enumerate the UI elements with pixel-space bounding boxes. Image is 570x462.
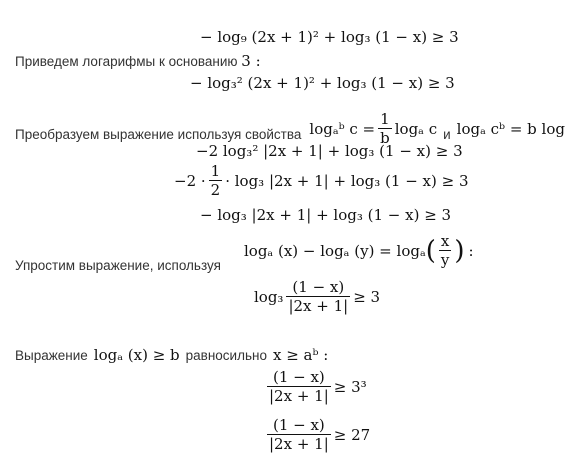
fraction-denominator: |2x + 1|	[288, 297, 349, 315]
fraction-x-over-y	[439, 232, 451, 269]
step-text-change-base-math: 3 :	[241, 52, 261, 70]
equation-line-4-right: · log₃ |2x + 1| + log₃ (1 − x) ≥ 3	[225, 171, 469, 190]
equation-line-7-log: log₃	[254, 287, 284, 306]
equation-line-1: − log₉ (2x + 1)² + log₃ (1 − x) ≥ 3	[200, 28, 459, 46]
equation-line-10	[264, 416, 370, 453]
fraction-numerator: (1 − x)	[267, 368, 331, 387]
fraction-numerator: (1 − x)	[286, 278, 350, 297]
step-text-equivalence-label: Выражение	[15, 347, 88, 363]
property-log-difference	[244, 232, 474, 269]
step-text-simplify: Упростим выражение, используя	[15, 258, 221, 273]
step-text-change-base	[15, 52, 261, 70]
fraction-main	[286, 278, 350, 315]
fraction-numerator: x	[439, 232, 451, 251]
fraction-main	[267, 368, 331, 405]
property-log-difference-lhs: logₐ (x) − logₐ (y) = logₐ	[244, 241, 426, 260]
property-log-difference-colon: :	[468, 241, 474, 260]
property-power-base-rhs: logₐ c	[394, 119, 438, 138]
fraction-numerator: 1	[378, 110, 392, 129]
equation-line-7-rhs: ≥ 3	[353, 287, 381, 306]
step-text-equivalence-mid: равносильно	[185, 347, 267, 363]
step-text-change-base-label: Приведем логарифмы к основанию	[15, 54, 238, 69]
conjunction-and: и	[443, 127, 451, 142]
equation-line-4	[174, 162, 468, 199]
equation-line-3: −2 log₃² |2x + 1| + log₃ (1 − x) ≥ 3	[196, 142, 463, 160]
step-text-equivalence	[15, 346, 328, 364]
equation-line-7	[254, 278, 380, 315]
step-text-equivalence-math-a: logₐ (x) ≥ b	[93, 346, 180, 364]
equation-line-2: − log₃² (2x + 1)² + log₃ (1 − x) ≥ 3	[190, 74, 455, 92]
fraction-numerator: (1 − x)	[267, 416, 331, 435]
property-power-argument: logₐ cᵇ = b log	[456, 119, 565, 138]
step-text-equivalence-math-b: x ≥ aᵇ :	[272, 346, 329, 364]
property-power-base-lhs: logₐᵇ c =	[309, 119, 376, 138]
fraction-denominator: 2	[210, 181, 221, 199]
equation-line-4-left: −2 ·	[174, 171, 206, 190]
fraction-denominator: y	[440, 251, 450, 269]
fraction-denominator: |2x + 1|	[269, 435, 329, 453]
fraction-main	[267, 416, 331, 453]
equation-line-9	[264, 368, 367, 405]
fraction-denominator: b	[380, 129, 390, 147]
step-text-properties-label: Преобразуем выражение используя свойства	[15, 127, 302, 142]
equation-line-10-rhs: ≥ 27	[333, 425, 371, 444]
fraction-denominator: |2x + 1|	[269, 387, 329, 405]
paren-close: )	[454, 235, 465, 266]
paren-open: (	[425, 235, 436, 266]
equation-line-9-rhs: ≥ 3³	[333, 377, 367, 396]
equation-line-5: − log₃ |2x + 1| + log₃ (1 − x) ≥ 3	[200, 206, 452, 224]
fraction-one-half	[209, 162, 223, 199]
fraction-numerator: 1	[210, 162, 221, 180]
